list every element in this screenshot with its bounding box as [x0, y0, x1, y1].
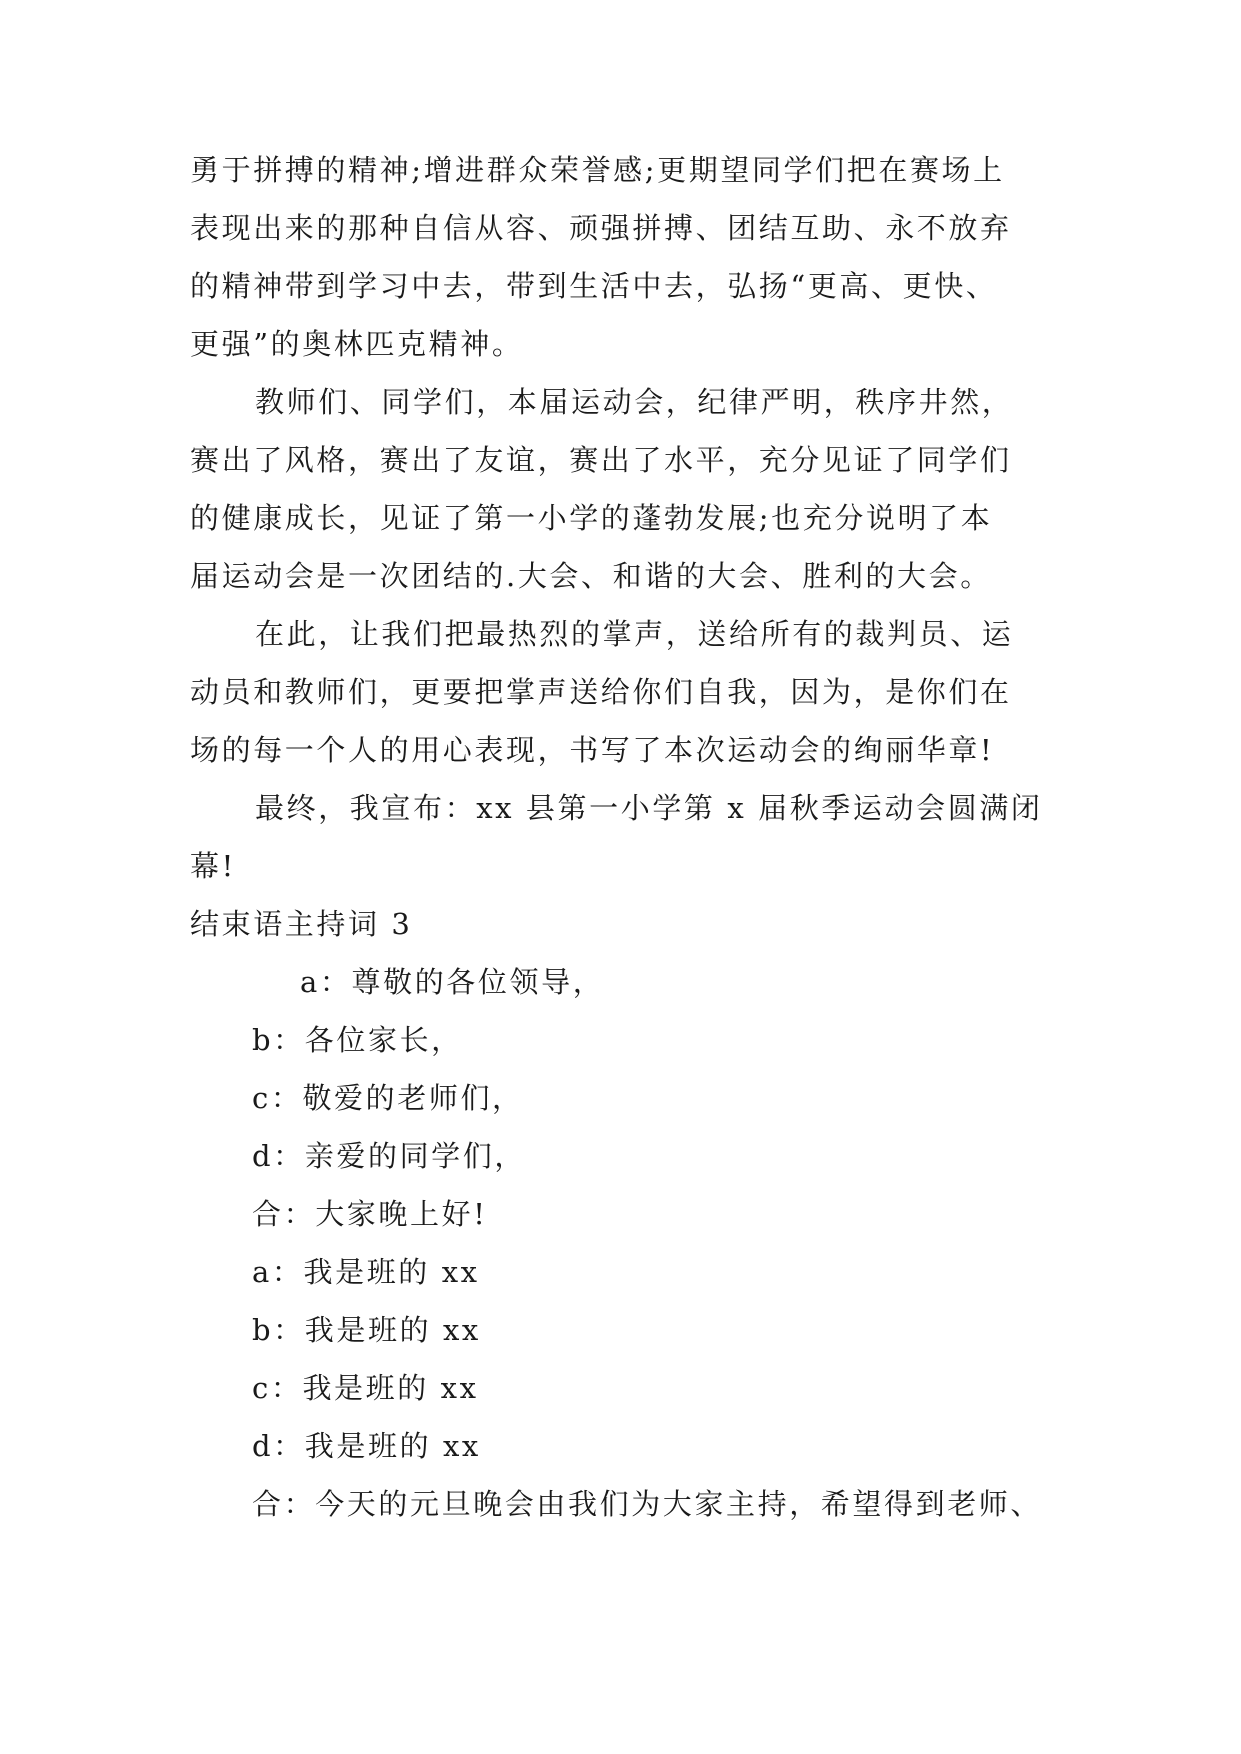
paragraph-3-line-1: 在此，让我们把最热烈的掌声，送给所有的裁判员、运: [255, 617, 1014, 651]
host-line-a-greeting: a：尊敬的各位领导，: [300, 965, 605, 999]
text-line-1: 勇于拼搏的精神;增进群众荣誉感;更期望同学们把在赛场上: [190, 153, 1005, 187]
paragraph-4-line-2: 幕!: [190, 849, 236, 883]
paragraph-2-line-1: 教师们、同学们，本届运动会，纪律严明，秩序井然，: [255, 385, 1014, 419]
text-line-4: 更强”的奥林匹克精神。: [190, 327, 524, 361]
paragraph-2-line-2: 赛出了风格，赛出了友谊，赛出了水平，充分见证了同学们: [190, 443, 1012, 477]
host-line-c-greeting: c：敬爱的老师们，: [252, 1081, 524, 1115]
host-line-b-intro: b：我是班的 xx: [252, 1313, 481, 1347]
paragraph-3-line-2: 动员和教师们，更要把掌声送给你们自我，因为，是你们在: [190, 675, 1012, 709]
host-line-together-greeting: 合：大家晚上好!: [252, 1197, 488, 1231]
host-line-a-intro: a：我是班的 xx: [252, 1255, 480, 1289]
host-line-c-intro: c：我是班的 xx: [252, 1371, 479, 1405]
text-line-2: 表现出来的那种自信从容、顽强拼搏、团结互助、永不放弃: [190, 211, 1012, 245]
host-line-b-greeting: b：各位家长，: [252, 1023, 463, 1057]
host-line-together-intro: 合：今天的元旦晚会由我们为大家主持，希望得到老师、: [252, 1487, 1043, 1521]
paragraph-3-line-3: 场的每一个人的用心表现，书写了本次运动会的绚丽华章!: [190, 733, 995, 767]
text-line-3: 的精神带到学习中去，带到生活中去，弘扬“更高、更快、: [190, 269, 998, 303]
paragraph-2-line-3: 的健康成长，见证了第一小学的蓬勃发展;也充分说明了本: [190, 501, 993, 535]
host-line-d-greeting: d：亲爱的同学们，: [252, 1139, 526, 1173]
paragraph-2-line-4: 届运动会是一次团结的.大会、和谐的大会、胜利的大会。: [190, 559, 992, 593]
section-heading: 结束语主持词 3: [190, 907, 413, 941]
host-line-d-intro: d：我是班的 xx: [252, 1429, 481, 1463]
paragraph-4-line-1: 最终，我宣布：xx 县第一小学第 x 届秋季运动会圆满闭: [255, 791, 1043, 825]
